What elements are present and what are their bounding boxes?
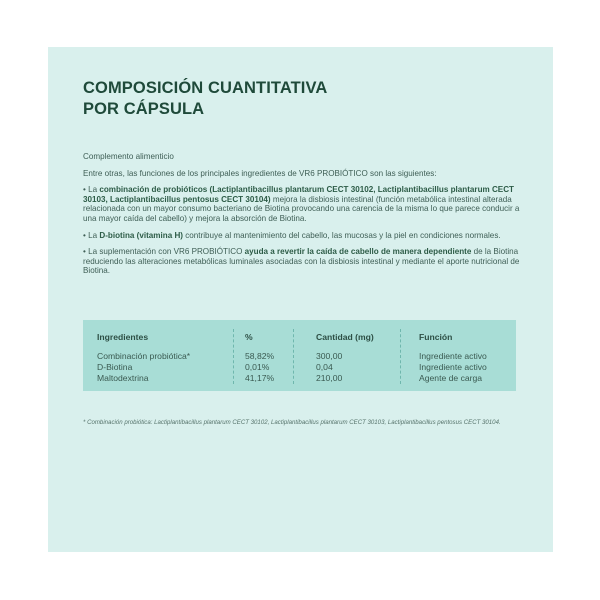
bullet-prefix: • La bbox=[83, 230, 100, 240]
table-cell: Maltodextrina bbox=[97, 373, 149, 383]
composition-table bbox=[83, 320, 516, 391]
table-cell: Agente de carga bbox=[419, 373, 483, 383]
table-cell: 41,17% bbox=[245, 373, 275, 383]
subtitle: Complemento alimenticio bbox=[83, 152, 174, 161]
header-quantity: Cantidad (mg) bbox=[316, 332, 374, 342]
bullet-prefix: • La suplementación con VR6 PROBIÓTICO bbox=[83, 247, 245, 257]
bullet-prefix: • La bbox=[83, 185, 100, 195]
cells-ingredients bbox=[97, 351, 190, 384]
title-line-1: COMPOSICIÓN CUANTITATIVA bbox=[83, 79, 328, 97]
bullet-bold: combinación de probióticos (Lactiplantibacillus plantarum CECT 30102, Lactiplantibacillus plantarum CECT 30103, Lactiplantibacillus pentosus CECT 30104) bbox=[83, 185, 514, 204]
cells-quantity bbox=[316, 351, 342, 384]
table-cell: 0,04 bbox=[316, 362, 333, 372]
composition-card bbox=[48, 47, 553, 552]
table-cell: D-Biotina bbox=[97, 362, 133, 372]
header-function: Función bbox=[419, 332, 453, 342]
cells-function bbox=[419, 351, 487, 384]
intro-text: Entre otras, las funciones de los principales ingredientes de VR6 PROBIÓTICO son las siguientes: bbox=[83, 168, 437, 178]
page-title bbox=[83, 78, 327, 120]
table-cell: 0,01% bbox=[245, 362, 270, 372]
table-cell: 58,82% bbox=[245, 351, 275, 361]
bullet-rest: de la Biotina reduciendo las alteraciones metabólicas luminales asociadas con la disbiosis intestinal y mediante el aporte nutricional de Biotina. bbox=[83, 247, 520, 276]
bullet-bold: ayuda a revertir la caída de cabello de manera dependiente bbox=[244, 247, 472, 257]
header-percent: % bbox=[245, 332, 253, 342]
bullet-bold: D-biotina (vitamina H) bbox=[99, 230, 183, 240]
table-cell: Ingrediente activo bbox=[419, 362, 487, 372]
description bbox=[83, 152, 523, 276]
cells-percent bbox=[245, 351, 274, 384]
bullet-probiotics bbox=[83, 185, 523, 223]
column-divider bbox=[233, 329, 234, 384]
footnote: * Combinación probiótica: Lactiplantibacillus plantarum CECT 30102, Lactiplantibacillus plantarum CECT 30103, Lactiplantibacillus pentosus CECT 30104. bbox=[83, 419, 501, 427]
table-cell: Ingrediente activo bbox=[419, 351, 487, 361]
column-divider bbox=[293, 329, 294, 384]
table-cell: 210,00 bbox=[316, 373, 343, 383]
bullet-supplementation bbox=[83, 247, 523, 276]
bullet-rest: mejora la disbiosis intestinal (función metabólica intestinal alterada relacionada con un mayor consumo bacteriano de Biotina provocando una carencia de la misma lo que parece conducir a una mayor caída del cabello) y mejora la absorción de Biotina. bbox=[83, 194, 520, 223]
header-ingredients: Ingredientes bbox=[97, 332, 149, 342]
bullet-rest: contribuye al mantenimiento del cabello, las mucosas y la piel en condiciones normales. bbox=[182, 230, 501, 240]
title-line-2: POR CÁPSULA bbox=[83, 100, 205, 118]
column-divider bbox=[400, 329, 401, 384]
bullet-biotin bbox=[83, 231, 523, 241]
table-cell: 300,00 bbox=[316, 351, 343, 361]
table-cell: Combinación probiótica* bbox=[97, 351, 191, 361]
